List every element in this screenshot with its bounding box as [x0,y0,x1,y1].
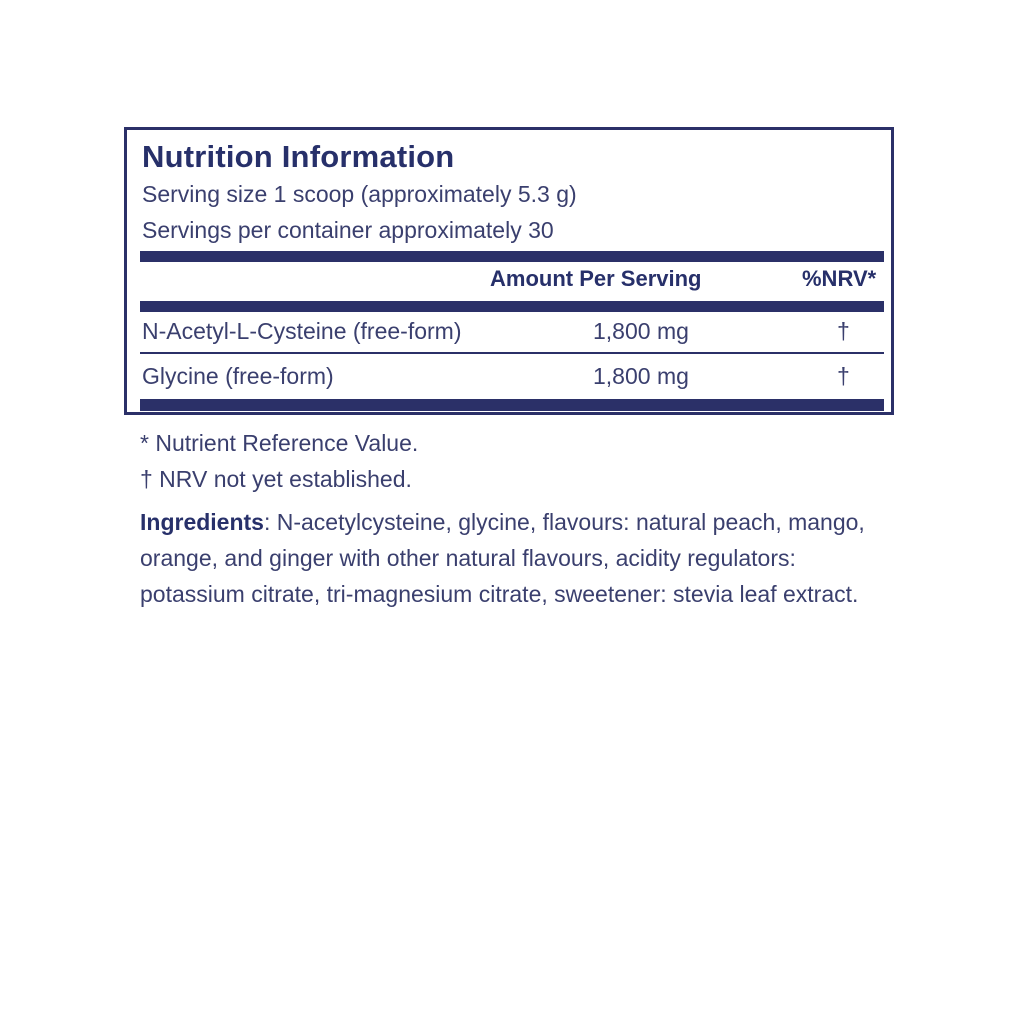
footnote-nrv-definition: * Nutrient Reference Value. [140,430,419,456]
divider-bar-bottom [140,399,884,411]
row-glycine-name: Glycine (free-form) [142,363,334,389]
ingredients-paragraph [140,504,900,612]
serving-size: Serving size 1 scoop (approximately 5.3 g) [142,181,577,207]
row-nac-amount: 1,800 mg [593,318,689,344]
header-amount-per-serving: Amount Per Serving [490,266,702,291]
ingredients-text: : N-acetylcysteine, glycine, flavours: natural peach, mango, orange, and ginger with other natural flavours, acidity regulators: potassium citrate, tri-magnesium citrate, sweetener: stevia leaf extract. [140,509,865,607]
ingredients-label: Ingredients [140,509,264,535]
row-nac-nrv: † [837,318,850,344]
divider-bar-top [140,251,884,262]
nutrition-panel [124,127,894,415]
row-glycine-amount: 1,800 mg [593,363,689,389]
row-divider [140,352,884,354]
panel-title: Nutrition Information [142,139,455,174]
row-nac-name: N-Acetyl-L-Cysteine (free-form) [142,318,462,344]
divider-bar-header [140,301,884,312]
row-glycine-nrv: † [837,363,850,389]
footnote-nrv-not-established: † NRV not yet established. [140,466,412,492]
header-nrv: %NRV* [802,266,877,291]
servings-per-container: Servings per container approximately 30 [142,217,554,243]
